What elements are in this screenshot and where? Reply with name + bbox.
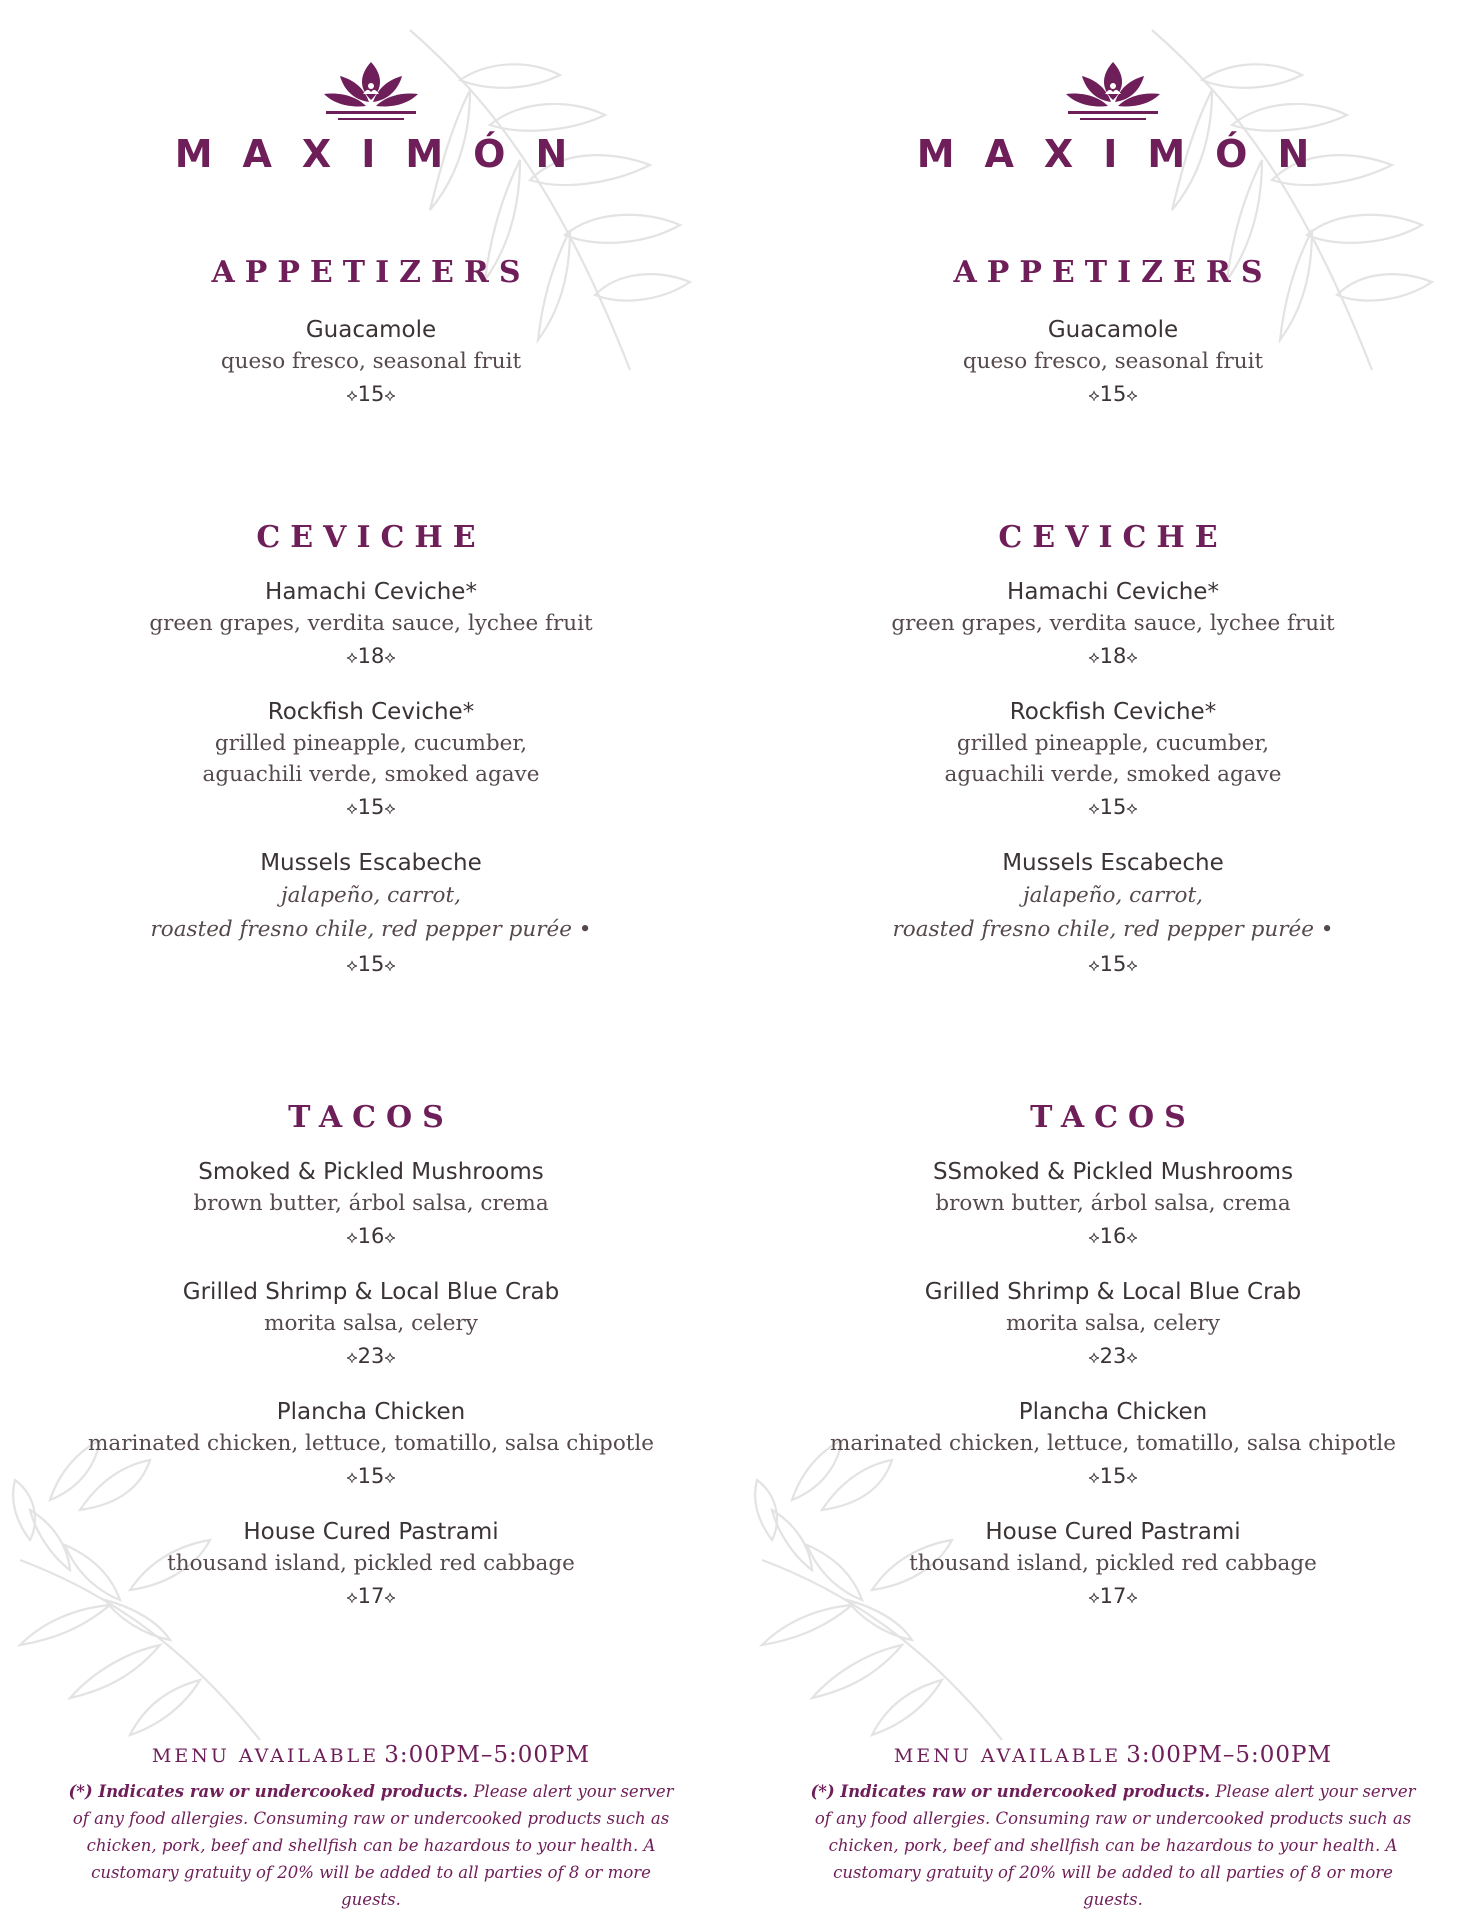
ornament-right-icon: ⟡ [1126, 799, 1138, 819]
ornament-left-icon: ⟡ [346, 1348, 358, 1368]
item-price [742, 377, 1484, 413]
item-price [742, 639, 1484, 675]
item-description: thousand island, pickled red cabbage [167, 1551, 575, 1576]
hours-time: 3:00PM–5:00PM [1126, 1742, 1333, 1768]
item-description: roasted fresno chile, red pepper purée • [892, 917, 1334, 942]
ornament-left-icon: ⟡ [1088, 1228, 1100, 1248]
item-name: Rockfish Ceviche* [267, 699, 475, 725]
menu-panel-right [742, 0, 1484, 1920]
menu-item [742, 697, 1484, 826]
ornament-right-icon: ⟡ [384, 799, 396, 819]
ornament-left-icon: ⟡ [346, 386, 358, 406]
item-description: aguachili verde, smoked agave [944, 762, 1282, 787]
item-name: Plancha Chicken [276, 1399, 466, 1425]
section-title-appetizers: APPETIZERS [953, 255, 1273, 290]
menu-item [742, 315, 1484, 413]
item-name: Rockfish Ceviche* [1009, 699, 1217, 725]
ornament-left-icon: ⟡ [346, 1228, 358, 1248]
price-value: 16 [357, 1224, 385, 1248]
menu-item [742, 1517, 1484, 1615]
hours-label: MENU AVAILABLE [151, 1745, 380, 1767]
item-description: thousand island, pickled red cabbage [909, 1551, 1317, 1576]
menu-item [742, 1397, 1484, 1495]
ornament-left-icon: ⟡ [346, 648, 358, 668]
ornament-right-icon: ⟡ [1126, 386, 1138, 406]
lotus-icon [1058, 60, 1168, 124]
item-price [0, 947, 742, 983]
item-description: marinated chicken, lettuce, tomatillo, salsa chipotle [829, 1431, 1396, 1456]
disclaimer-text: Please alert your server of any food allergies. Consuming raw or undercooked products such as chicken, pork, beef and shellfish can be hazardous to your health. A customary gratuity of 20% will be added to all parties of 8 or more guests. [72, 1782, 674, 1909]
menu-item [0, 1517, 742, 1615]
ornament-right-icon: ⟡ [384, 1468, 396, 1488]
ornament-right-icon: ⟡ [384, 1348, 396, 1368]
price-value: 18 [357, 644, 385, 668]
section-title-ceviche: CEVICHE [256, 520, 486, 555]
item-name: Grilled Shrimp & Local Blue Crab [924, 1279, 1302, 1305]
item-price [0, 1219, 742, 1255]
item-price [0, 1579, 742, 1615]
item-price [0, 1459, 742, 1495]
item-description: green grapes, verdita sauce, lychee fruit [149, 611, 593, 636]
item-price [742, 1459, 1484, 1495]
ornament-left-icon: ⟡ [1088, 1348, 1100, 1368]
item-description: jalapeño, carrot, [281, 883, 461, 908]
item-name: Mussels Escabeche [260, 850, 482, 876]
menu-item [742, 848, 1484, 983]
item-description: grilled pineapple, cucumber, [214, 731, 528, 756]
item-description: green grapes, verdita sauce, lychee fruit [891, 611, 1335, 636]
ornament-right-icon: ⟡ [1126, 1228, 1138, 1248]
item-name: Plancha Chicken [1018, 1399, 1208, 1425]
item-name: House Cured Pastrami [243, 1519, 499, 1545]
ornament-right-icon: ⟡ [1126, 1468, 1138, 1488]
menu-item [742, 1277, 1484, 1375]
item-price [742, 1339, 1484, 1375]
item-name: House Cured Pastrami [985, 1519, 1241, 1545]
menu-item [0, 1397, 742, 1495]
price-value: 15 [357, 795, 385, 819]
price-value: 15 [1099, 1464, 1127, 1488]
brand-name: MAXIMÓN [174, 132, 598, 176]
item-description: jalapeño, carrot, [1023, 883, 1203, 908]
ornament-left-icon: ⟡ [1088, 1468, 1100, 1488]
ornament-right-icon: ⟡ [384, 1228, 396, 1248]
price-value: 16 [1099, 1224, 1127, 1248]
item-price [0, 790, 742, 826]
ornament-left-icon: ⟡ [1088, 956, 1100, 976]
ornament-left-icon: ⟡ [1088, 1588, 1100, 1608]
menu-item [0, 577, 742, 675]
brand-logo [742, 60, 1484, 178]
section-title-ceviche: CEVICHE [998, 520, 1228, 555]
disclaimer-text: Please alert your server of any food allergies. Consuming raw or undercooked products such as chicken, pork, beef and shellfish can be hazardous to your health. A customary gratuity of 20% will be added to all parties of 8 or more guests. [814, 1782, 1416, 1909]
ornament-left-icon: ⟡ [346, 1588, 358, 1608]
price-value: 15 [1099, 382, 1127, 406]
item-description: queso fresco, seasonal fruit [220, 349, 522, 374]
item-name: Guacamole [1047, 317, 1179, 343]
price-value: 17 [1099, 1584, 1127, 1608]
price-value: 15 [1099, 795, 1127, 819]
item-description: brown butter, árbol salsa, crema [935, 1191, 1291, 1216]
item-name: Grilled Shrimp & Local Blue Crab [182, 1279, 560, 1305]
item-description: brown butter, árbol salsa, crema [193, 1191, 549, 1216]
allergy-disclaimer [802, 1778, 1424, 1913]
item-name: Mussels Escabeche [1002, 850, 1224, 876]
item-description: queso fresco, seasonal fruit [962, 349, 1264, 374]
ornament-right-icon: ⟡ [384, 956, 396, 976]
item-name: Hamachi Ceviche* [265, 579, 477, 605]
menu-item [742, 577, 1484, 675]
section-title-appetizers: APPETIZERS [211, 255, 531, 290]
menu-item [0, 1157, 742, 1255]
item-description: marinated chicken, lettuce, tomatillo, salsa chipotle [87, 1431, 654, 1456]
price-value: 15 [1099, 952, 1127, 976]
item-name: SSmoked & Pickled Mushrooms [932, 1159, 1294, 1185]
price-value: 15 [357, 382, 385, 406]
ornament-right-icon: ⟡ [1126, 1348, 1138, 1368]
ornament-right-icon: ⟡ [384, 648, 396, 668]
item-price [742, 1579, 1484, 1615]
menu-item [0, 697, 742, 826]
item-price [0, 1339, 742, 1375]
brand-logo [0, 60, 742, 178]
item-name: Smoked & Pickled Mushrooms [198, 1159, 544, 1185]
price-value: 23 [357, 1344, 385, 1368]
section-title-tacos: TACOS [1030, 1100, 1196, 1135]
price-value: 17 [357, 1584, 385, 1608]
disclaimer-bold: (*) Indicates raw or undercooked products. [68, 1782, 469, 1801]
menu-hours [742, 1740, 1484, 1772]
disclaimer-bold: (*) Indicates raw or undercooked products. [810, 1782, 1211, 1801]
item-description: roasted fresno chile, red pepper purée • [150, 917, 592, 942]
item-description: morita salsa, celery [264, 1311, 478, 1336]
menu-hours [0, 1740, 742, 1772]
price-value: 23 [1099, 1344, 1127, 1368]
price-value: 15 [357, 952, 385, 976]
price-value: 18 [1099, 644, 1127, 668]
price-value: 15 [357, 1464, 385, 1488]
ornament-right-icon: ⟡ [1126, 648, 1138, 668]
lotus-icon [316, 60, 426, 124]
hours-time: 3:00PM–5:00PM [384, 1742, 591, 1768]
ornament-left-icon: ⟡ [346, 799, 358, 819]
allergy-disclaimer [60, 1778, 682, 1913]
ornament-right-icon: ⟡ [384, 1588, 396, 1608]
menu-item [0, 315, 742, 413]
item-name: Guacamole [305, 317, 437, 343]
item-price [0, 639, 742, 675]
menu-item [0, 1277, 742, 1375]
ornament-left-icon: ⟡ [1088, 386, 1100, 406]
ornament-left-icon: ⟡ [1088, 648, 1100, 668]
item-price [742, 947, 1484, 983]
menu-item [0, 848, 742, 983]
ornament-right-icon: ⟡ [1126, 956, 1138, 976]
item-price [742, 790, 1484, 826]
item-description: morita salsa, celery [1006, 1311, 1220, 1336]
ornament-left-icon: ⟡ [346, 1468, 358, 1488]
ornament-right-icon: ⟡ [1126, 1588, 1138, 1608]
brand-name: MAXIMÓN [916, 132, 1340, 176]
section-title-tacos: TACOS [288, 1100, 454, 1135]
ornament-right-icon: ⟡ [384, 386, 396, 406]
item-description: grilled pineapple, cucumber, [956, 731, 1270, 756]
menu-item [742, 1157, 1484, 1255]
ornament-left-icon: ⟡ [346, 956, 358, 976]
item-description: aguachili verde, smoked agave [202, 762, 540, 787]
hours-label: MENU AVAILABLE [893, 1745, 1122, 1767]
item-name: Hamachi Ceviche* [1007, 579, 1219, 605]
item-price [0, 377, 742, 413]
item-price [742, 1219, 1484, 1255]
ornament-left-icon: ⟡ [1088, 799, 1100, 819]
